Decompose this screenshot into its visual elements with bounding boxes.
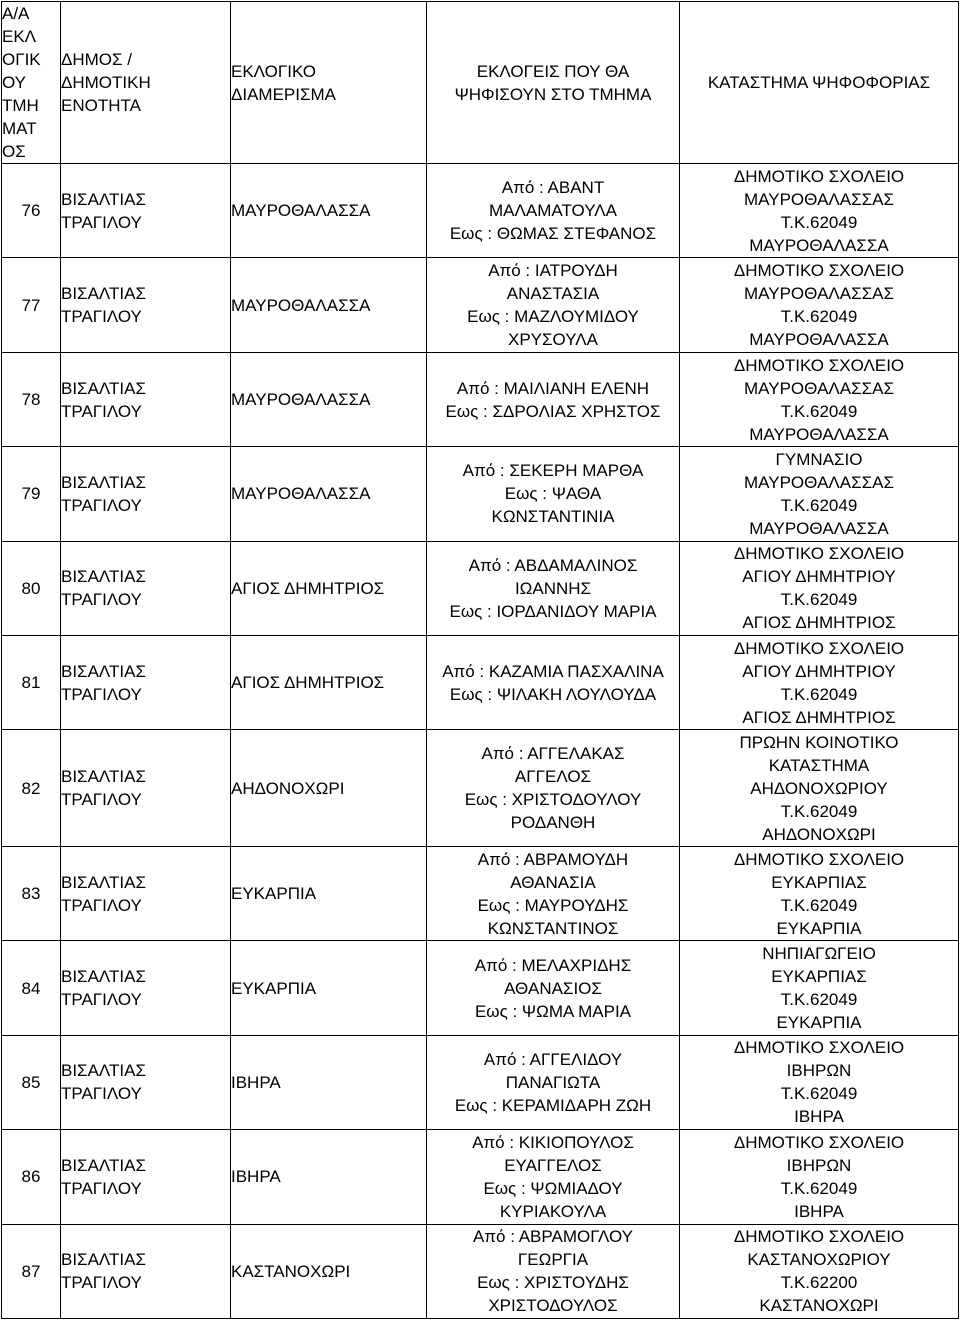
polling-station-line: Τ.Κ.62049: [780, 495, 858, 515]
polling-station-line: ΕΥΚΑΡΠΙΑ: [776, 1013, 862, 1033]
district-cell: ΙΒΗΡΑ: [231, 1130, 427, 1224]
polling-station-line: ΙΒΗΡΩΝ: [786, 1155, 852, 1175]
polling-station-line: ΜΑΥΡΟΘΑΛΑΣΣΑ: [749, 518, 889, 538]
table-row: [2, 1224, 959, 1318]
electors-line: Εως : ΧΡΙΣΤΟΥΔΗΣ: [477, 1273, 629, 1293]
polling-station-line: Τ.Κ.62049: [780, 684, 858, 704]
municipality-cell: [61, 541, 231, 635]
municipality-cell: [61, 846, 231, 940]
polling-station-line: Τ.Κ.62049: [780, 307, 858, 327]
district-cell: ΜΑΥΡΟΘΑΛΑΣΣΑ: [231, 352, 427, 446]
district-cell: ΜΑΥΡΟΘΑΛΑΣΣΑ: [231, 258, 427, 352]
electors-line: ΚΥΡΙΑΚΟΥΛΑ: [499, 1201, 607, 1221]
municipality-line: ΤΡΑΓΙΛΟΥ: [61, 590, 142, 610]
polling-station-cell: [680, 447, 959, 541]
electors-line: Από : ΜΑΙΛΙΑΝΗ ΕΛΕΝΗ: [456, 378, 650, 398]
header-text-line: ΕΚΛ: [2, 27, 37, 46]
electors-line: ΑΓΓΕΛΟΣ: [514, 767, 592, 787]
section-number-cell: 82: [2, 730, 61, 847]
polling-station-line: ΔΗΜΟΤΙΚΟ ΣΧΟΛΕΙΟ: [733, 638, 905, 658]
polling-station-line: Τ.Κ.62049: [780, 212, 858, 232]
municipality-cell: [61, 941, 231, 1035]
polling-station-cell: [680, 1035, 959, 1129]
polling-station-line: ΔΗΜΟΤΙΚΟ ΣΧΟΛΕΙΟ: [733, 849, 905, 869]
municipality-cell: [61, 447, 231, 541]
header-text-line: ΤΜΗ: [2, 96, 39, 115]
polling-station-cell: [680, 846, 959, 940]
electors-line: Εως : ΨΑΘΑ: [504, 484, 602, 504]
polling-station-line: Τ.Κ.62049: [780, 1084, 858, 1104]
header-text-line: ΨΗΦΙΣΟΥΝ ΣΤΟ ΤΜΗΜΑ: [454, 84, 652, 104]
district-cell: ΜΑΥΡΟΘΑΛΑΣΣΑ: [231, 164, 427, 258]
electors-line: ΙΩΑΝΝΗΣ: [514, 578, 592, 598]
polling-station-line: ΔΗΜΟΤΙΚΟ ΣΧΟΛΕΙΟ: [733, 261, 905, 281]
polling-station-line: Τ.Κ.62200: [780, 1273, 858, 1293]
table-row: [2, 164, 959, 258]
polling-station-line: Τ.Κ.62049: [780, 801, 858, 821]
electors-line: ΕΥΑΓΓΕΛΟΣ: [504, 1155, 602, 1175]
section-number-cell: 81: [2, 636, 61, 730]
electors-line: Από : ΑΒΔΑΜΑΛΙΝΟΣ: [468, 555, 638, 575]
table-row: [2, 447, 959, 541]
section-number-cell: 87: [2, 1224, 61, 1318]
municipality-cell: [61, 352, 231, 446]
district-cell: ΕΥΚΑΡΠΙΑ: [231, 846, 427, 940]
polling-station-line: ΔΗΜΟΤΙΚΟ ΣΧΟΛΕΙΟ: [733, 1227, 905, 1247]
electors-line: ΧΡΙΣΤΟΔΟΥΛΟΣ: [488, 1296, 618, 1316]
municipality-line: ΒΙΣΑΛΤΙΑΣ: [61, 472, 146, 492]
municipality-cell: [61, 1130, 231, 1224]
polling-station-line: ΑΗΔΟΝΟΧΩΡΙ: [762, 824, 876, 844]
electors-line: Εως : ΘΩΜΑΣ ΣΤΕΦΑΝΟΣ: [449, 224, 657, 244]
header-text-line: ΟΣ: [2, 142, 26, 161]
header-text-line: ΜΑΤ: [2, 119, 37, 138]
header-text-line: ΔΗΜΟΣ /: [61, 50, 132, 69]
polling-station-cell: [680, 941, 959, 1035]
polling-station-line: ΔΗΜΟΤΙΚΟ ΣΧΟΛΕΙΟ: [733, 1132, 905, 1152]
municipality-line: ΒΙΣΑΛΤΙΑΣ: [61, 1155, 146, 1175]
polling-station-line: ΚΑΣΤΑΝΟΧΩΡΙ: [759, 1296, 879, 1316]
polling-station-line: ΕΥΚΑΡΠΙΑΣ: [771, 872, 867, 892]
polling-station-line: ΑΓΙΟΣ ΔΗΜΗΤΡΙΟΣ: [742, 613, 896, 633]
header-polling-station: [680, 2, 959, 164]
district-cell: ΑΓΙΟΣ ΔΗΜΗΤΡΙΟΣ: [231, 541, 427, 635]
electors-range-cell: [427, 846, 680, 940]
electors-line: ΠΑΝΑΓΙΩΤΑ: [505, 1072, 601, 1092]
municipality-line: ΤΡΑΓΙΛΟΥ: [61, 990, 142, 1010]
section-number-cell: 83: [2, 846, 61, 940]
electors-range-cell: [427, 164, 680, 258]
district-cell: ΑΓΙΟΣ ΔΗΜΗΤΡΙΟΣ: [231, 636, 427, 730]
municipality-line: ΒΙΣΑΛΤΙΑΣ: [61, 767, 146, 787]
polling-station-line: ΓΥΜΝΑΣΙΟ: [775, 449, 863, 469]
electors-line: ΓΕΩΡΓΙΑ: [517, 1250, 589, 1270]
electors-range-cell: [427, 447, 680, 541]
polling-station-line: ΕΥΚΑΡΠΙΑΣ: [771, 967, 867, 987]
municipality-line: ΒΙΣΑΛΤΙΑΣ: [61, 661, 146, 681]
municipality-line: ΤΡΑΓΙΛΟΥ: [61, 1084, 142, 1104]
electors-line: Από : ΙΑΤΡΟΥΔΗ: [488, 261, 618, 281]
municipality-line: ΤΡΑΓΙΛΟΥ: [61, 790, 142, 810]
table-header-row: [2, 2, 959, 164]
municipality-line: ΒΙΣΑΛΤΙΑΣ: [61, 189, 146, 209]
polling-station-cell: [680, 636, 959, 730]
polling-station-cell: [680, 164, 959, 258]
electors-line: Εως : ΜΑΖΛΟΥΜΙΔΟΥ: [467, 307, 639, 327]
electors-range-cell: [427, 941, 680, 1035]
section-number-cell: 80: [2, 541, 61, 635]
section-number-cell: 76: [2, 164, 61, 258]
municipality-cell: [61, 164, 231, 258]
header-municipality: [61, 2, 231, 164]
polling-station-line: ΜΑΥΡΟΘΑΛΑΣΣΑ: [749, 235, 889, 255]
electors-line: Από : ΚΑΖΑΜΙΑ ΠΑΣΧΑΛΙΝΑ: [442, 661, 664, 681]
district-cell: ΜΑΥΡΟΘΑΛΑΣΣΑ: [231, 447, 427, 541]
electors-line: ΑΘΑΝΑΣΙΑ: [510, 872, 596, 892]
polling-station-cell: [680, 541, 959, 635]
table-row: [2, 541, 959, 635]
polling-station-line: ΑΓΙΟΥ ΔΗΜΗΤΡΙΟΥ: [742, 567, 896, 587]
table-row: [2, 1035, 959, 1129]
polling-station-line: ΔΗΜΟΤΙΚΟ ΣΧΟΛΕΙΟ: [733, 544, 905, 564]
section-number-cell: 78: [2, 352, 61, 446]
header-section-number: [2, 2, 61, 164]
section-number-cell: 86: [2, 1130, 61, 1224]
section-number-cell: 85: [2, 1035, 61, 1129]
electors-line: Από : ΑΒΑΝΤ: [501, 178, 605, 198]
polling-station-line: ΕΥΚΑΡΠΙΑ: [776, 918, 862, 938]
district-cell: ΚΑΣΤΑΝΟΧΩΡΙ: [231, 1224, 427, 1318]
electors-range-cell: [427, 636, 680, 730]
polling-station-line: Τ.Κ.62049: [780, 1178, 858, 1198]
electors-line: Εως : ΨΙΛΑΚΗ ΛΟΥΛΟΥΔΑ: [449, 684, 657, 704]
header-text-line: ΟΥ: [2, 73, 27, 92]
table-row: [2, 846, 959, 940]
municipality-cell: [61, 258, 231, 352]
polling-station-line: ΠΡΩΗΝ ΚΟΙΝΟΤΙΚΟ: [739, 732, 899, 752]
electors-line: ΑΝΑΣΤΑΣΙΑ: [506, 284, 600, 304]
header-electors: [427, 2, 680, 164]
electors-line: Από : ΑΒΡΑΜΟΓΛΟΥ: [472, 1227, 634, 1247]
municipality-cell: [61, 730, 231, 847]
table-row: [2, 636, 959, 730]
polling-station-cell: [680, 1224, 959, 1318]
electors-line: ΑΘΑΝΑΣΙΟΣ: [504, 978, 602, 998]
electors-range-cell: [427, 1224, 680, 1318]
district-cell: ΙΒΗΡΑ: [231, 1035, 427, 1129]
municipality-cell: [61, 1224, 231, 1318]
table-row: [2, 1130, 959, 1224]
electors-line: ΧΡΥΣΟΥΛΑ: [508, 330, 598, 350]
header-text-line: ΔΗΜΟΤΙΚΗ: [61, 73, 151, 92]
municipality-line: ΤΡΑΓΙΛΟΥ: [61, 684, 142, 704]
electors-line: Από : ΣΕΚΕΡΗ ΜΑΡΘΑ: [462, 461, 644, 481]
polling-station-line: ΜΑΥΡΟΘΑΛΑΣΣΑΣ: [744, 284, 894, 304]
table-row: [2, 941, 959, 1035]
electors-line: ΡΟΔΑΝΘΗ: [510, 813, 596, 833]
polling-station-line: Τ.Κ.62049: [780, 990, 858, 1010]
municipality-line: ΤΡΑΓΙΛΟΥ: [61, 1178, 142, 1198]
polling-station-line: ΚΑΤΑΣΤΗΜΑ: [768, 755, 870, 775]
header-text-line: ΕΚΛΟΓΙΚΟ: [231, 61, 317, 81]
electors-range-cell: [427, 258, 680, 352]
header-electoral-district: [231, 2, 427, 164]
polling-station-line: Τ.Κ.62049: [780, 401, 858, 421]
electors-range-cell: [427, 1130, 680, 1224]
polling-station-cell: [680, 730, 959, 847]
municipality-line: ΒΙΣΑΛΤΙΑΣ: [61, 1250, 146, 1270]
polling-station-line: ΑΗΔΟΝΟΧΩΡΙΟΥ: [750, 778, 888, 798]
municipality-line: ΤΡΑΓΙΛΟΥ: [61, 401, 142, 421]
polling-station-line: ΜΑΥΡΟΘΑΛΑΣΣΑ: [749, 330, 889, 350]
polling-station-line: ΜΑΥΡΟΘΑΛΑΣΣΑΣ: [744, 189, 894, 209]
header-text-line: Α/Α: [2, 4, 30, 23]
municipality-line: ΒΙΣΑΛΤΙΑΣ: [61, 872, 146, 892]
electors-line: Εως : ΚΕΡΑΜΙΔΑΡΗ ΖΩΗ: [454, 1095, 652, 1115]
table-row: [2, 352, 959, 446]
polling-station-cell: [680, 1130, 959, 1224]
polling-station-line: ΜΑΥΡΟΘΑΛΑΣΣΑΣ: [744, 472, 894, 492]
polling-station-line: ΙΒΗΡΑ: [794, 1201, 844, 1221]
municipality-line: ΤΡΑΓΙΛΟΥ: [61, 895, 142, 915]
municipality-line: ΒΙΣΑΛΤΙΑΣ: [61, 967, 146, 987]
polling-station-line: ΔΗΜΟΤΙΚΟ ΣΧΟΛΕΙΟ: [733, 355, 905, 375]
header-text-line: ΕΚΛΟΓΕΙΣ ΠΟΥ ΘΑ: [476, 61, 630, 81]
electors-range-cell: [427, 730, 680, 847]
electors-line: Εως : ΨΩΜΙΑΔΟΥ: [483, 1178, 623, 1198]
table-row: [2, 730, 959, 847]
section-number-cell: 77: [2, 258, 61, 352]
polling-station-line: ΙΒΗΡΑ: [794, 1107, 844, 1127]
municipality-line: ΤΡΑΓΙΛΟΥ: [61, 212, 142, 232]
electors-line: Από : ΑΓΓΕΛΙΔΟΥ: [483, 1049, 623, 1069]
municipality-cell: [61, 636, 231, 730]
polling-station-line: ΜΑΥΡΟΘΑΛΑΣΣΑΣ: [744, 378, 894, 398]
electors-line: ΚΩΝΣΤΑΝΤΙΝΟΣ: [487, 918, 619, 938]
header-text-line: ΚΑΤΑΣΤΗΜΑ ΨΗΦΟΦΟΡΙΑΣ: [707, 73, 931, 92]
municipality-line: ΒΙΣΑΛΤΙΑΣ: [61, 567, 146, 587]
polling-station-line: ΜΑΥΡΟΘΑΛΑΣΣΑ: [749, 424, 889, 444]
polling-station-line: ΚΑΣΤΑΝΟΧΩΡΙΟΥ: [747, 1250, 891, 1270]
electors-line: Από : ΑΓΓΕΛΑΚΑΣ: [481, 744, 625, 764]
electors-line: Από : ΚΙΚΙΟΠΟΥΛΟΣ: [472, 1132, 634, 1152]
electors-line: Εως : ΣΔΡΟΛΙΑΣ ΧΡΗΣΤΟΣ: [445, 401, 661, 421]
municipality-line: ΤΡΑΓΙΛΟΥ: [61, 1273, 142, 1293]
municipality-line: ΒΙΣΑΛΤΙΑΣ: [61, 1061, 146, 1081]
polling-station-line: Τ.Κ.62049: [780, 895, 858, 915]
polling-station-cell: [680, 352, 959, 446]
electors-line: Εως : ΨΩΜΑ ΜΑΡΙΑ: [474, 1001, 632, 1021]
polling-station-line: ΙΒΗΡΩΝ: [786, 1061, 852, 1081]
district-cell: ΕΥΚΑΡΠΙΑ: [231, 941, 427, 1035]
polling-stations-table: [1, 1, 959, 1319]
electors-line: Εως : ΙΟΡΔΑΝΙΔΟΥ ΜΑΡΙΑ: [449, 601, 657, 621]
electors-range-cell: [427, 1035, 680, 1129]
municipality-line: ΒΙΣΑΛΤΙΑΣ: [61, 378, 146, 398]
section-number-cell: 84: [2, 941, 61, 1035]
electors-range-cell: [427, 541, 680, 635]
header-text-line: ΔΙΑΜΕΡΙΣΜΑ: [231, 84, 336, 104]
polling-station-line: ΑΓΙΟΣ ΔΗΜΗΤΡΙΟΣ: [742, 707, 896, 727]
electors-range-cell: [427, 352, 680, 446]
table-row: [2, 258, 959, 352]
municipality-line: ΤΡΑΓΙΛΟΥ: [61, 495, 142, 515]
header-text-line: ΕΝΟΤΗΤΑ: [61, 96, 141, 115]
municipality-line: ΒΙΣΑΛΤΙΑΣ: [61, 284, 146, 304]
municipality-line: ΤΡΑΓΙΛΟΥ: [61, 307, 142, 327]
header-text-line: ΟΓΙΚ: [2, 50, 41, 69]
electors-line: Από : ΑΒΡΑΜΟΥΔΗ: [477, 849, 629, 869]
polling-station-line: ΔΗΜΟΤΙΚΟ ΣΧΟΛΕΙΟ: [733, 1038, 905, 1058]
electors-line: Εως : ΜΑΥΡΟΥΔΗΣ: [477, 895, 629, 915]
section-number-cell: 79: [2, 447, 61, 541]
electors-line: Εως : ΧΡΙΣΤΟΔΟΥΛΟΥ: [464, 790, 642, 810]
municipality-cell: [61, 1035, 231, 1129]
electors-line: ΚΩΝΣΤΑΝΤΙΝΙΑ: [491, 507, 615, 527]
polling-station-cell: [680, 258, 959, 352]
polling-station-line: ΝΗΠΙΑΓΩΓΕΙΟ: [762, 944, 876, 964]
polling-station-line: ΑΓΙΟΥ ΔΗΜΗΤΡΙΟΥ: [742, 661, 896, 681]
polling-station-line: Τ.Κ.62049: [780, 590, 858, 610]
electors-line: Από : ΜΕΛΑΧΡΙΔΗΣ: [474, 955, 632, 975]
polling-station-line: ΔΗΜΟΤΙΚΟ ΣΧΟΛΕΙΟ: [733, 166, 905, 186]
district-cell: ΑΗΔΟΝΟΧΩΡΙ: [231, 730, 427, 847]
electors-line: ΜΑΛΑΜΑΤΟΥΛΑ: [489, 201, 617, 221]
